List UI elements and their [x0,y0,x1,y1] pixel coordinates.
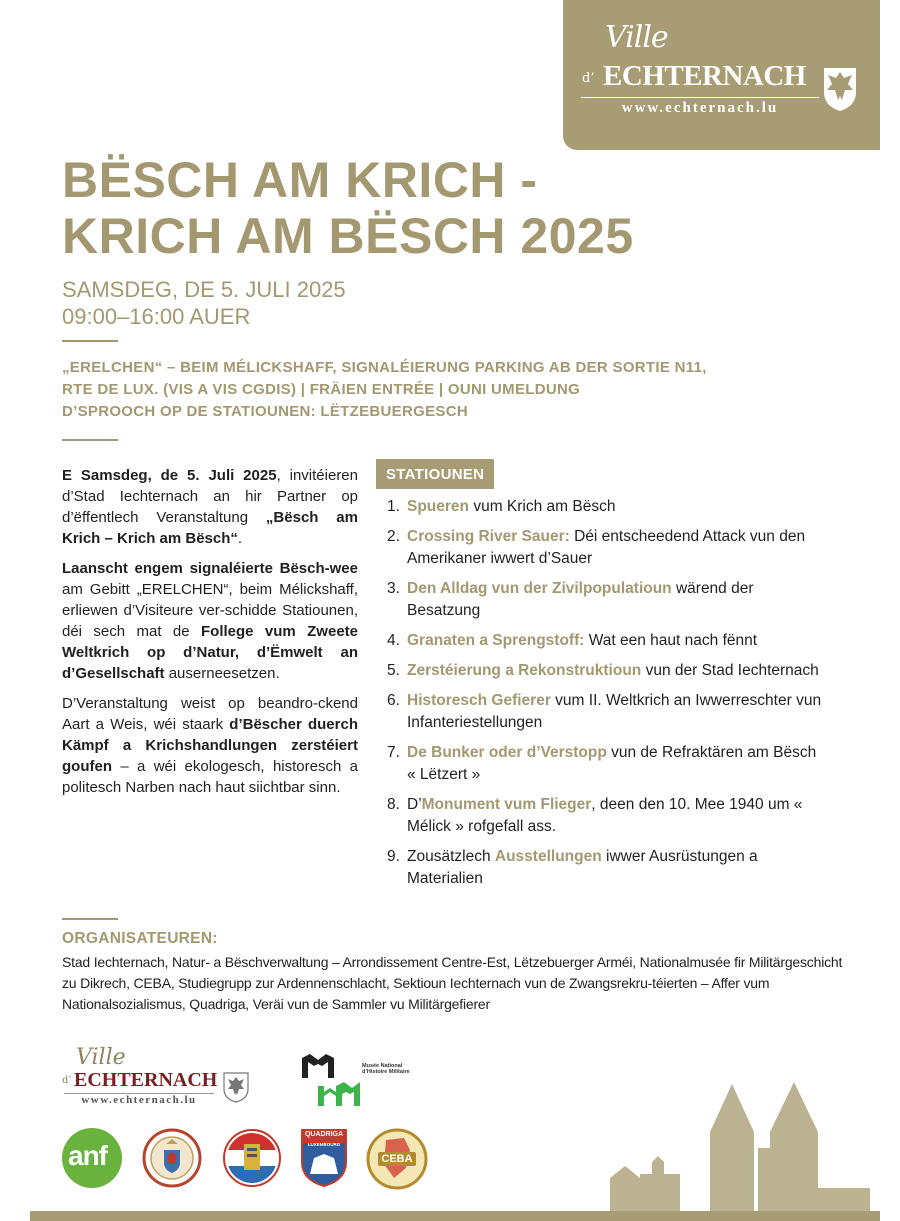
venue-line-1: „ERELCHEN“ – BEIM MÉLICKSHAFF, SIGNALÉIERUNG PARKING AB DER SORTIE N11, [62,359,707,376]
station-prefix: D’ [407,796,422,813]
station-highlight: Historesch Gefierer [407,692,551,709]
ceba-label: CEBA [381,1153,413,1165]
station-text: Déi entscheedend Attack vun den Amerikaner iwwert d’Sauer [407,528,806,567]
station-text: iwwer Ausrüstungen a Materialien [407,848,758,887]
mnhm-mark-icon [300,1052,362,1108]
footer-band [30,1211,880,1221]
title-line-1: BËSCH AM KRICH - [62,152,538,208]
divider [62,918,118,920]
eagle-crest-icon [820,62,860,112]
station-text: Wat een haut nach fënnt [584,632,758,649]
intro-paragraph-3 [62,693,358,798]
station-text: vun der Stad Iechternach [641,662,819,679]
echternach-logo-box [563,0,880,150]
mnhm-caption-2: d’Histoire Militaire [362,1069,410,1075]
small-logo-city: ECHTERNACH [74,1069,218,1091]
organisers-text: Stad Iechternach, Natur- a Bëschverwaltung – Arrondissement Centre-Est, Lëtzebuerger Arméi, Nationalmusée fir Militärgeschicht zu Dikrech, CEBA, Studiegrupp zur Ardennenschlacht, Sektioun Iechternach vun de Zwangsrekru-téierten – Affer vum Nationalsozialismus, Quadriga, Veräi vun de Sammler vu Militärgefierer [62,954,843,1012]
divider [62,439,118,441]
stations-heading: STATIOUNEN [376,459,494,489]
venue-line-3: D’SPROOCH OP DE STATIOUNEN: LËTZEBUERGESCH [62,403,468,420]
station-number: 1. [387,498,400,515]
intro-bold: Follege vum Zweete Weltkrich op d’Natur, d’Ëmwelt an d’Gesellschaft [62,623,359,682]
small-logo-d: d’ [62,1075,72,1086]
zwangsrekrutierten-badge-icon [222,1128,282,1188]
venue-info [62,357,782,423]
station-item [376,630,826,652]
date-line: SAMSDEG, DE 5. JULI 2025 [62,277,346,302]
station-highlight: Spueren [407,498,470,515]
stations-list [376,496,826,898]
station-text: vun de Refraktären am Bësch « Lëtzert » [407,744,817,783]
station-highlight: De Bunker oder d’Verstopp [407,744,607,761]
station-item [376,496,826,518]
station-text: vum Krich am Bësch [469,498,616,515]
time-line: 09:00–16:00 AUER [62,304,251,329]
station-number: 2. [387,528,400,545]
intro-bold: d’Bëscher duerch Kämpf a Krichshandlungen zerstéiert goufen [62,716,358,775]
station-item [376,846,826,890]
intro-bold: E Samsdeg, de 5. Juli 2025 [62,467,277,484]
station-highlight: Monument vum Flieger [421,796,592,813]
station-number: 6. [387,692,400,709]
station-item [376,578,826,622]
intro-text-run: . [237,530,243,547]
intro-bold: „Bësch am Krich – Krich am Bësch“ [62,509,358,547]
station-text: , deen den 10. Mee 1940 um « Mélick » rofgefall ass. [407,796,803,835]
station-number: 9. [387,848,400,865]
station-item [376,690,826,734]
station-number: 3. [387,580,400,597]
station-item [376,794,826,838]
event-date [62,276,346,330]
intro-text [62,465,358,807]
logo-ville: Ville [605,20,668,55]
anf-logo [62,1128,122,1188]
echternach-small-logo [62,1045,252,1107]
station-highlight: Crossing River Sauer: [407,528,570,545]
venue-line-2: RTE DE LUX. (VIS A VIS CGDIS) | FRÄIEN ENTRÉE | OUNI UMELDUNG [62,381,581,398]
station-number: 5. [387,662,400,679]
quadriga-sub: LUXEMBOURG [307,1142,341,1147]
intro-text-run: , invitéieren d’Stad Iechternach an hir Partner op d’ëffentlech Veranstaltung [62,467,358,526]
intro-paragraph-2 [62,558,358,684]
small-logo-url: www.echternach.lu [64,1093,214,1106]
station-highlight: Granaten a Sprengstoff: [407,632,585,649]
organisers-heading: ORGANISATEUREN: [62,930,218,947]
station-highlight: Den Alldag vun der Zivilpopulatioun [407,580,672,597]
army-badge-icon [142,1128,202,1188]
station-text: wärend der Besatzung [407,580,754,619]
mnhm-caption-1: Musée National [362,1063,403,1069]
station-item [376,526,826,570]
intro-text-run: – a wéi ekologesch, historesch a politesch Narben nach haut siichtbar sinn. [62,758,358,796]
station-text: vum II. Weltkrich an Iwwerreschter vun Infanteriestellungen [407,692,822,731]
intro-text-run: D’Veranstaltung weist op beandro-ckend Aart a Weis, wéi staark [62,695,358,733]
quadriga-logo [300,1128,348,1188]
station-prefix: Zousätzlech [407,848,495,865]
basilica-skyline-icon [570,1078,880,1214]
quadriga-label: QUADRIGA [304,1131,344,1138]
ceba-logo [366,1128,428,1190]
logo-d: d’ [582,71,595,86]
station-highlight: Zerstéierung a Rekonstruktioun [407,662,642,679]
divider [62,340,118,342]
station-item [376,660,826,682]
mnhm-caption [362,1063,410,1075]
station-item [376,742,826,786]
station-highlight: Ausstellungen [494,848,602,865]
station-number: 4. [387,632,400,649]
intro-text-run: auserneesetzen. [164,665,280,682]
logo-city: ECHTERNACH [603,60,806,92]
intro-paragraph-1 [62,465,358,549]
logo-url: www.echternach.lu [581,97,819,117]
station-number: 7. [387,744,400,761]
small-eagle-crest-icon [222,1071,250,1103]
mnhm-logo [300,1052,440,1112]
small-logo-ville: Ville [76,1045,126,1070]
anf-label: anf [68,1140,107,1171]
intro-text-run: am Gebitt „ERELCHEN“, beim Mélickshaff, erliewen d’Visiteure ver-schidde Statiounen, déi sech mat de [62,581,358,640]
page-title [62,152,634,264]
title-line-2: KRICH AM BËSCH 2025 [62,208,634,264]
intro-bold: Laanscht engem signaléierte Bësch-wee [62,560,358,577]
station-number: 8. [387,796,400,813]
